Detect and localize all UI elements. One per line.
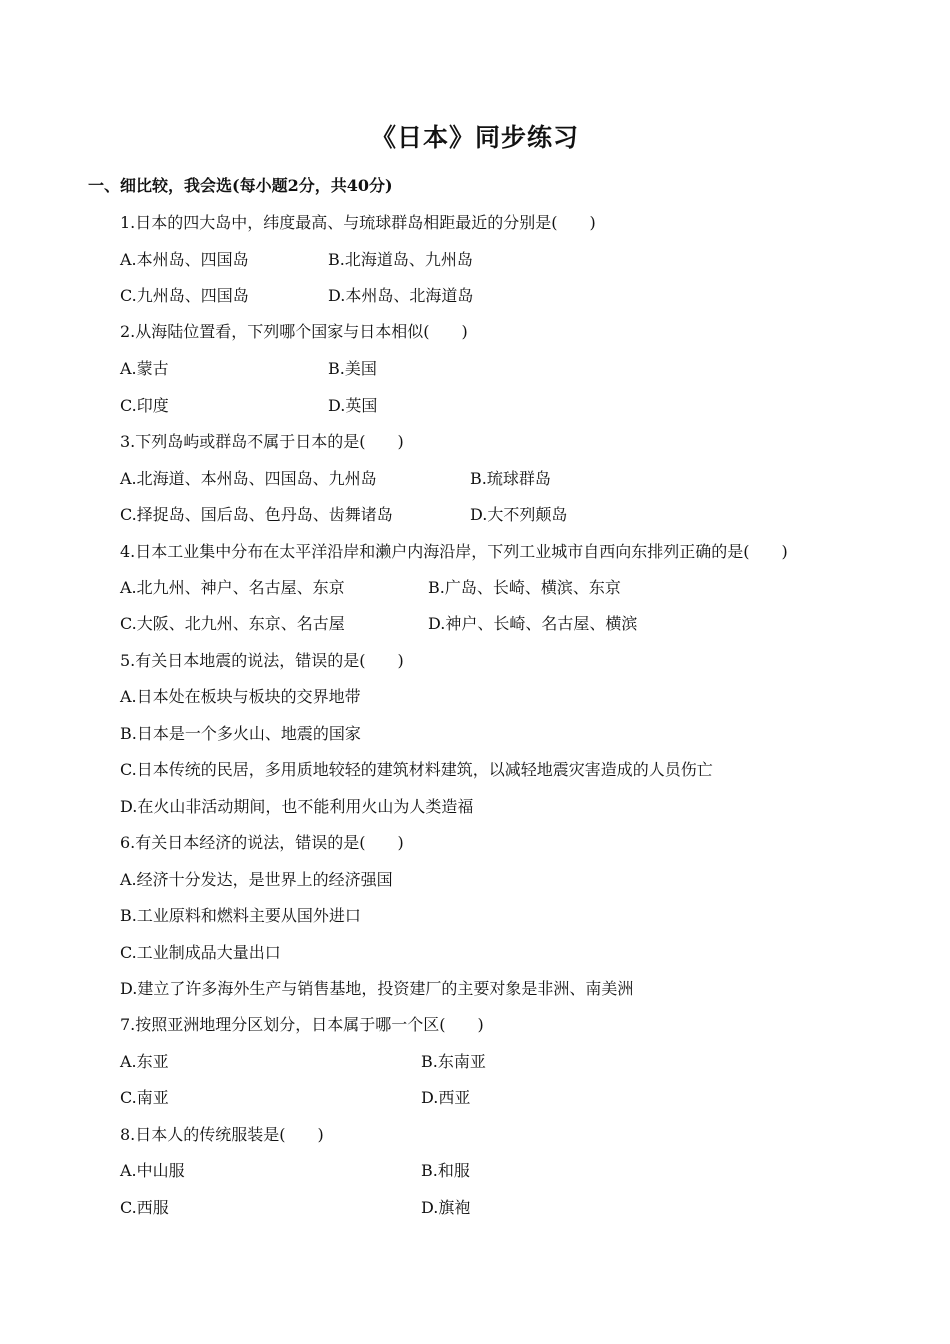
- question-6-stem: 6.有关日本经济的说法，错误的是( ): [120, 833, 404, 852]
- question-4-option-b: B.广岛、长崎、横滨、东京: [428, 578, 621, 597]
- question-3-option-d: D.大不列颠岛: [470, 505, 568, 524]
- question-1-option-c: C.九州岛、四国岛: [120, 286, 249, 305]
- question-3-option-c: C.择捉岛、国后岛、色丹岛、齿舞诸岛: [120, 505, 393, 524]
- section-heading: 一、细比较，我会选(每小题2分，共40分): [88, 176, 393, 195]
- page-title: 《日本》同步练习: [370, 123, 579, 152]
- question-3-option-b: B.琉球群岛: [470, 469, 551, 488]
- question-1-option-b: B.北海道岛、九州岛: [328, 250, 473, 269]
- question-2-option-d: D.英国: [328, 396, 378, 415]
- question-2-option-a: A.蒙古: [120, 359, 169, 378]
- question-5-option-c: C.日本传统的民居，多用质地较轻的建筑材料建筑，以减轻地震灾害造成的人员伤亡: [120, 760, 713, 779]
- question-4-stem: 4.日本工业集中分布在太平洋沿岸和濑户内海沿岸，下列工业城市自西向东排列正确的是( ): [120, 542, 788, 561]
- question-5-option-d: D.在火山非活动期间，也不能利用火山为人类造福: [120, 797, 474, 816]
- question-6-option-a: A.经济十分发达，是世界上的经济强国: [120, 870, 393, 889]
- question-8-option-a: A.中山服: [120, 1161, 185, 1180]
- question-2-option-c: C.印度: [120, 396, 169, 415]
- question-8-option-d: D.旗袍: [421, 1198, 471, 1217]
- question-4-option-d: D.神户、长崎、名古屋、横滨: [428, 614, 638, 633]
- question-6-option-b: B.工业原料和燃料主要从国外进口: [120, 906, 361, 925]
- question-4-option-a: A.北九州、神户、名古屋、东京: [120, 578, 345, 597]
- question-5-stem: 5.有关日本地震的说法，错误的是( ): [120, 651, 404, 670]
- question-1-option-d: D.本州岛、北海道岛: [328, 286, 474, 305]
- question-2-stem: 2.从海陆位置看，下列哪个国家与日本相似( ): [120, 322, 468, 341]
- question-7-option-a: A.东亚: [120, 1052, 169, 1071]
- question-7-option-d: D.西亚: [421, 1088, 471, 1107]
- question-8-stem: 8.日本人的传统服装是( ): [120, 1125, 324, 1144]
- question-2-option-b: B.美国: [328, 359, 377, 378]
- question-7-option-c: C.南亚: [120, 1088, 169, 1107]
- question-4-option-c: C.大阪、北九州、东京、名古屋: [120, 614, 345, 633]
- question-3-option-a: A.北海道、本州岛、四国岛、九州岛: [120, 469, 377, 488]
- question-7-option-b: B.东南亚: [421, 1052, 486, 1071]
- question-6-option-c: C.工业制成品大量出口: [120, 943, 281, 962]
- question-5-option-a: A.日本处在板块与板块的交界地带: [120, 687, 361, 706]
- question-3-stem: 3.下列岛屿或群岛不属于日本的是( ): [120, 432, 404, 451]
- question-8-option-c: C.西服: [120, 1198, 169, 1217]
- question-7-stem: 7.按照亚洲地理分区划分，日本属于哪一个区( ): [120, 1015, 484, 1034]
- question-5-option-b: B.日本是一个多火山、地震的国家: [120, 724, 361, 743]
- question-1-stem: 1.日本的四大岛中，纬度最高、与琉球群岛相距最近的分别是( ): [120, 213, 596, 232]
- question-1-option-a: A.本州岛、四国岛: [120, 250, 249, 269]
- question-6-option-d: D.建立了许多海外生产与销售基地，投资建厂的主要对象是非洲、南美洲: [120, 979, 634, 998]
- question-8-option-b: B.和服: [421, 1161, 470, 1180]
